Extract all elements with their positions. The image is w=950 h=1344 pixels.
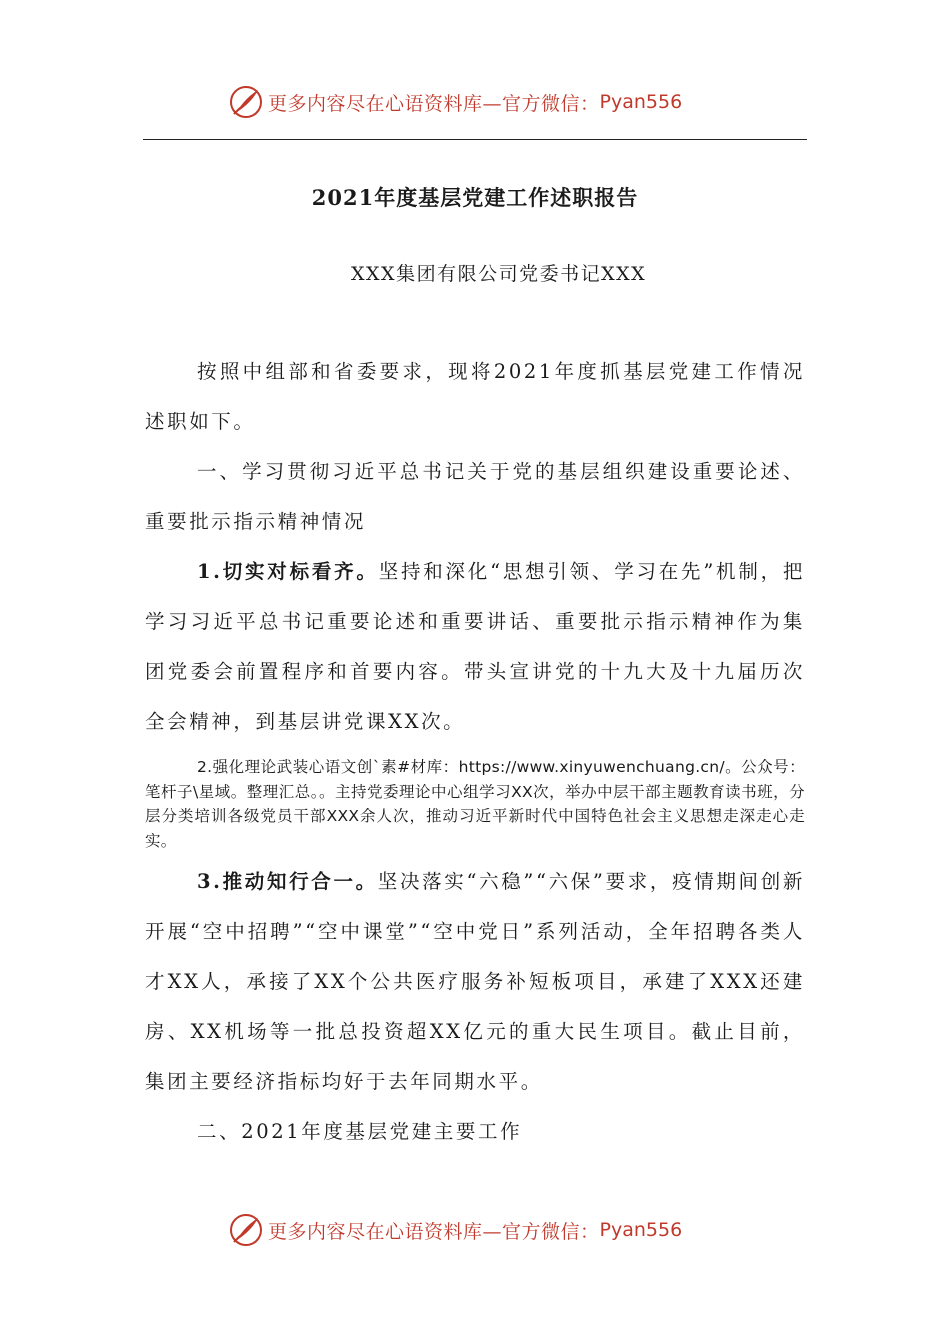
intro-paragraph: 按照中组部和省委要求，现将2021年度抓基层党建工作情况述职如下。	[145, 360, 805, 433]
footer-banner-content	[228, 1212, 682, 1248]
footer-banner-wechat-id: Pyan556	[599, 1219, 683, 1241]
item-3-text: 坚决落实“六稳”“六保”要求，疫情期间创新开展“空中招聘”“空中课堂”“空中党日”系列活动，全年招聘各类人才XX人，承接了XX个公共医疗服务补短板项目，承建了XXX还建房、XX机场等一批总投资超XX亿元的重大民生项目。截止目前，集团主要经济指标均好于去年同期水平。	[145, 870, 805, 1093]
document-author: XXX集团有限公司党委书记XXX	[351, 263, 647, 285]
document-title: 2021年度基层党建工作述职报告	[311, 185, 639, 210]
section-2-heading: 二、2021年度基层党建主要工作	[197, 1120, 523, 1143]
banner-text: 更多内容尽在心语资料库—官方微信：	[268, 92, 600, 115]
item-1-text: 坚持和深化“思想引领、学习在先”机制，把学习习近平总书记重要论述和重要讲话、重要批示指示精神作为集团党委会前置程序和首要内容。带头宣讲党的十九大及十九届历次全会精神，到基层讲党课XX次。	[145, 560, 805, 733]
quill-pen-logo-icon	[228, 1212, 264, 1248]
item-2-paragraph: 2.强化理论武装心语文创`素#材库：https://www.xinyuwenchuang.cn/。公众号：笔杆子\星域。整理汇总。。主持党委理论中心组学习XX次，举办中层干部主题教育读书班，分层分类培训各级党员干部XXX余人次，推动习近平新时代中国特色社会主义思想走深走心走实。	[145, 758, 805, 850]
header-divider	[143, 139, 807, 140]
item-3-paragraph	[145, 857, 805, 1107]
header-banner-content	[228, 84, 682, 120]
banner-wechat-id: Pyan556	[599, 91, 683, 113]
header-banner	[0, 80, 950, 124]
section-1-heading: 一、学习贯彻习近平总书记关于党的基层组织建设重要论述、重要批示指示精神情况	[145, 460, 805, 533]
footer-banner-text: 更多内容尽在心语资料库—官方微信：	[268, 1220, 600, 1243]
footer-banner	[0, 1208, 950, 1252]
item-1-lead: 1.切实对标看齐。	[197, 560, 379, 583]
item-3-lead: 3.推动知行合一。	[197, 870, 378, 893]
item-1-paragraph	[145, 547, 805, 747]
document-body	[145, 347, 805, 1157]
quill-pen-logo-icon	[228, 84, 264, 120]
